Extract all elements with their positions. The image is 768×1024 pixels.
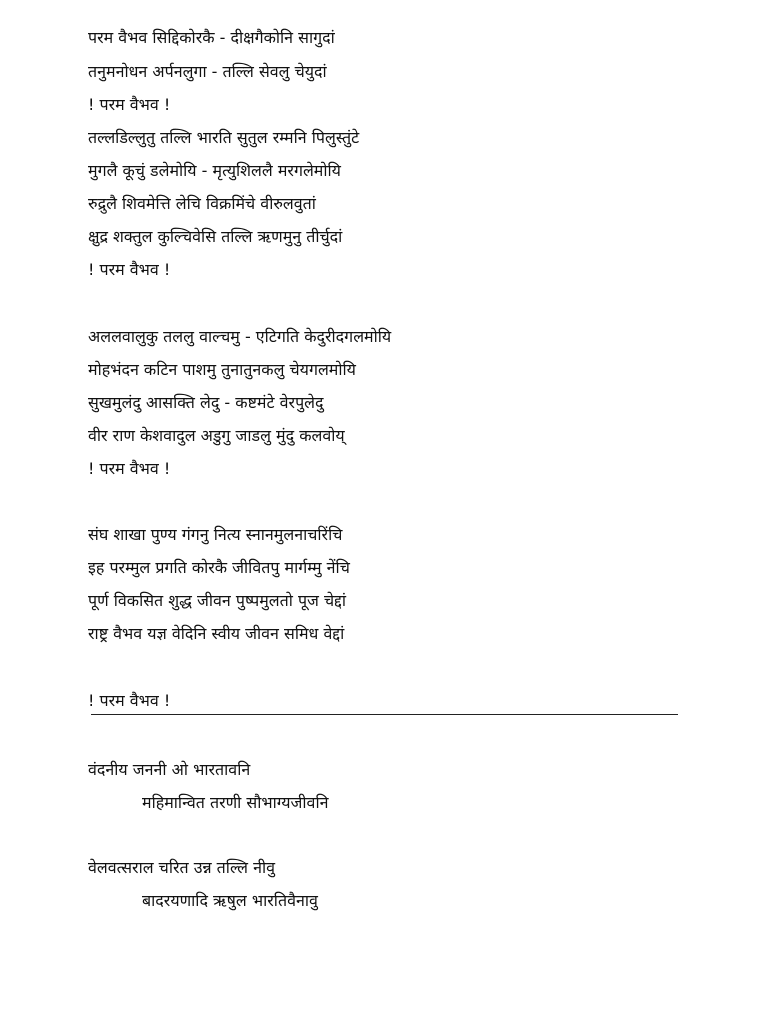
poem-line: इह परम्मुल प्रगति कोरकै जीवितपु मार्गम्मु नेंचि [88,558,350,577]
poem-line: मोहभंदन कटिन पाशमु तुनातुनकलु चेयगलमोयि [88,360,356,379]
horizontal-rule [91,714,678,715]
refrain-line: ! परम वैभव ! [88,691,171,710]
poem-line: मुगलै कूचुं डलेमोयि - मृत्युशिललै मरगलेमोयि [88,161,341,180]
poem-line: तनुमनोधन अर्पनलुगा - तल्लि सेवलु चेयुदां [88,62,327,81]
poem-line: तल्लडिल्लुतु तल्लि भारति सुतुल रम्मनि पिलुस्तुंटे [88,128,360,147]
poem-line: वीर राण केशवादुल अडुगु जाडलु मुंदु कलवोय् [88,426,345,445]
song2-line: वंदनीय जननी ओ भारतावनि [88,760,251,779]
poem-line: संघ शाखा पुण्य गंगनु नित्य स्नानमुलनाचरिंचि [88,525,343,544]
poem-line: सुखमुलंदु आसक्ति लेदु - कष्टमंटे वेरपुलेदु [88,393,324,412]
poem-line: परम वैभव सिद्दिकोरकै - दीक्षगैकोनि सागुदां [88,28,335,47]
refrain-line: ! परम वैभव ! [88,260,171,279]
poem-line: रुद्रुलै शिवमेत्ति लेचि विक्रमिंचे वीरुलवुतां [88,194,316,213]
refrain-line: ! परम वैभव ! [88,459,171,478]
poem-line: पूर्ण विकसित शुद्ध जीवन पुष्पमुलतो पूज चेद्दां [88,591,347,610]
song2-line-indented: महिमान्वित तरणी सौभाग्यजीवनि [142,793,329,812]
song2-line-indented: बादरयणादि ऋषुल भारतिवैनावु [142,891,318,910]
poem-line: क्षुद्र शक्तुल कुल्चिवेसि तल्लि ऋणमुनु तीर्चुदां [88,227,343,246]
poem-line: अललवालुकु तललु वाल्चमु - एटिगति केदुरीदगलमोयि [88,327,392,346]
refrain-line: ! परम वैभव ! [88,95,171,114]
song2-line: वेलवत्सराल चरित उन्न तल्लि नीवु [88,858,276,877]
poem-line: राष्ट्र वैभव यज्ञ वेदिनि स्वीय जीवन समिध वेद्दां [88,624,345,643]
